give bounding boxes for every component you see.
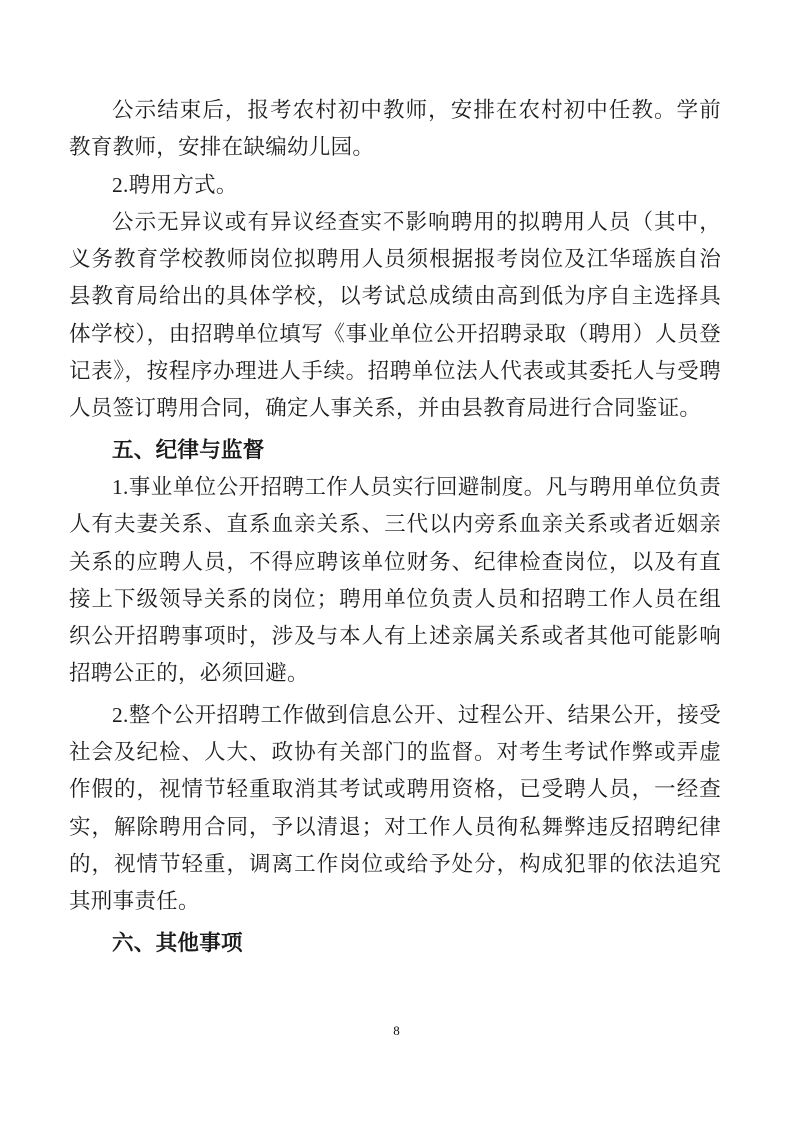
page-number: 8 xyxy=(393,1023,400,1038)
section-heading: 五、纪律与监督 xyxy=(112,437,265,462)
section-heading: 六、其他事项 xyxy=(112,930,243,955)
paragraph: 2.聘用方式。 xyxy=(112,172,238,197)
document-body xyxy=(69,92,721,962)
paragraph: 1.事业单位公开招聘工作人员实行回避制度。凡与聘用单位负责人有夫妻关系、直系血亲关系、三代以内旁系血亲关系或者近姻亲关系的应聘人员，不得应聘该单位财务、纪律检查岗位，以及有直接上下级领导关系的岗位；聘用单位负责人员和招聘工作人员在组织公开招聘事项时，涉及与本人有上述亲属关系或者其他可能影响招聘公正的，必须回避。 xyxy=(69,474,721,686)
paragraph: 公示结束后，报考农村初中教师，安排在农村初中任教。学前教育教师，安排在缺编幼儿园。 xyxy=(69,98,721,160)
paragraph: 公示无异议或有异议经查实不影响聘用的拟聘用人员（其中，义务教育学校教师岗位拟聘用人员须根据报考岗位及江华瑶族自治县教育局给出的具体学校，以考试总成绩由高到低为序自主选择具体学校），由招聘单位填写《事业单位公开招聘录取（聘用）人员登记表》，按程序办理进人手续。招聘单位法人代表或其委托人与受聘人员签订聘用合同，确定人事关系，并由县教育局进行合同鉴证。 xyxy=(69,209,721,421)
paragraph: 2.整个公开招聘工作做到信息公开、过程公开、结果公开，接受社会及纪检、人大、政协有关部门的监督。对考生考试作弊或弄虚作假的，视情节轻重取消其考试或聘用资格，已受聘人员，一经查实，解除聘用合同，予以清退；对工作人员徇私舞弊违反招聘纪律的，视情节轻重，调离工作岗位或给予处分，构成犯罪的依法追究其刑事责任。 xyxy=(69,702,721,914)
